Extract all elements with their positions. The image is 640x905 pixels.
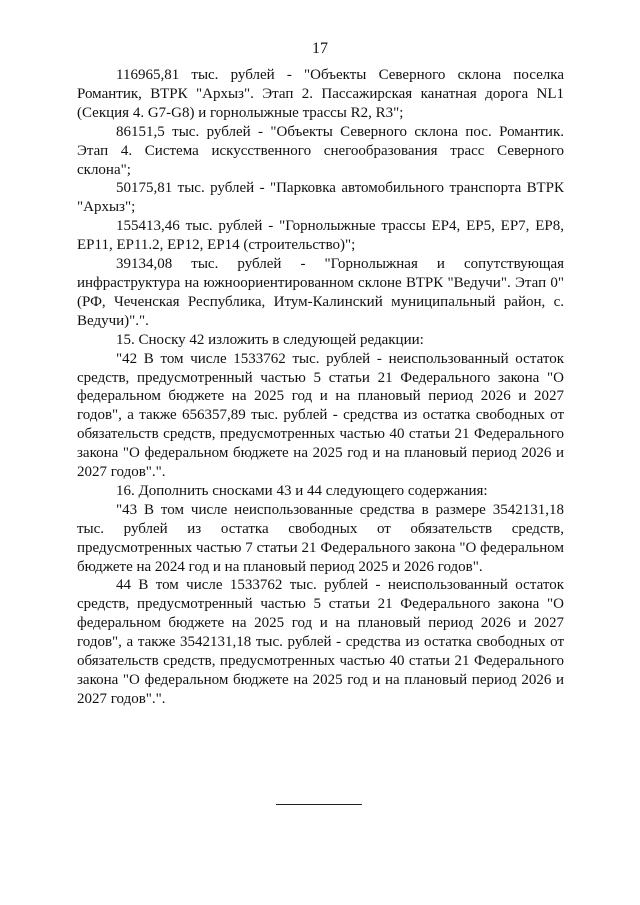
footnote-43-text: "43 В том числе неиспользованные средства в размере 3542131,18 тыс. рублей из остатка свободных от обязательств средств, предусмотренных частью 7 статьи 21 Федерального закона "О федеральном бюджете на 2024 год и на плановый период 2025 и 2026 годов". [77, 501, 564, 575]
paragraph-amount-116965: 116965,81 тыс. рублей - "Объекты Северного склона поселка Романтик, ВТРК "Архыз". Этап 2. Пассажирская канатная дорога NL1 (Секция 4. G7-G8) и горнолыжные трассы R2, R3"; [77, 67, 564, 121]
footer-divider [276, 804, 362, 805]
footnote-42-text: "42 В том числе 1533762 тыс. рублей - неиспользованный остаток средств, предусмотренный частью 5 статьи 21 Федерального закона "О федеральном бюджете на 2025 год и на плановый период 2026 и 2027 годов", а также 656357,89 тыс. рублей - средства из остатка свободных от обязательств средств, предусмотренных частью 40 статьи 21 Федерального закона "О федеральном бюджете на 2025 год и на плановый период 2026 и 2027 годов".". [77, 350, 564, 481]
document-body [77, 66, 564, 709]
page-number: 17 [312, 40, 328, 57]
paragraph-amount-155413: 155413,46 тыс. рублей - "Горнолыжные трассы ЕР4, ЕР5, ЕР7, ЕР8, ЕР11, ЕР11.2, ЕР12, ЕР14 (строительство)"; [77, 218, 564, 254]
paragraph-item-16: 16. Дополнить сносками 43 и 44 следующего содержания: [116, 482, 488, 499]
paragraph-amount-39134: 39134,08 тыс. рублей - "Горнолыжная и сопутствующая инфраструктура на южноориентированном склоне ВТРК "Ведучи". Этап 0" (РФ, Чеченская Республика, Итум-Калинский муниципальный район, с. Ведучи)".". [77, 256, 564, 329]
paragraph-item-15: 15. Сноску 42 изложить в следующей редакции: [116, 331, 424, 348]
paragraph-amount-50175: 50175,81 тыс. рублей - "Парковка автомобильного транспорта ВТРК "Архыз"; [77, 180, 564, 216]
paragraph-amount-86151: 86151,5 тыс. рублей - "Объекты Северного склона пос. Романтик. Этап 4. Система искусственного снегообразования трасс Северного склона"; [77, 123, 564, 178]
footnote-44-text: 44 В том числе 1533762 тыс. рублей - неиспользованный остаток средств, предусмотренный частью 5 статьи 21 Федерального закона "О федеральном бюджете на 2025 год и на плановый период 2026 и 2027 годов", а также 3542131,18 тыс. рублей - средства из остатка свободных от обязательств средств, предусмотренных частью 40 статьи 21 Федерального закона "О федеральном бюджете на 2025 год и на плановый период 2026 и 2027 годов".". [77, 577, 564, 707]
